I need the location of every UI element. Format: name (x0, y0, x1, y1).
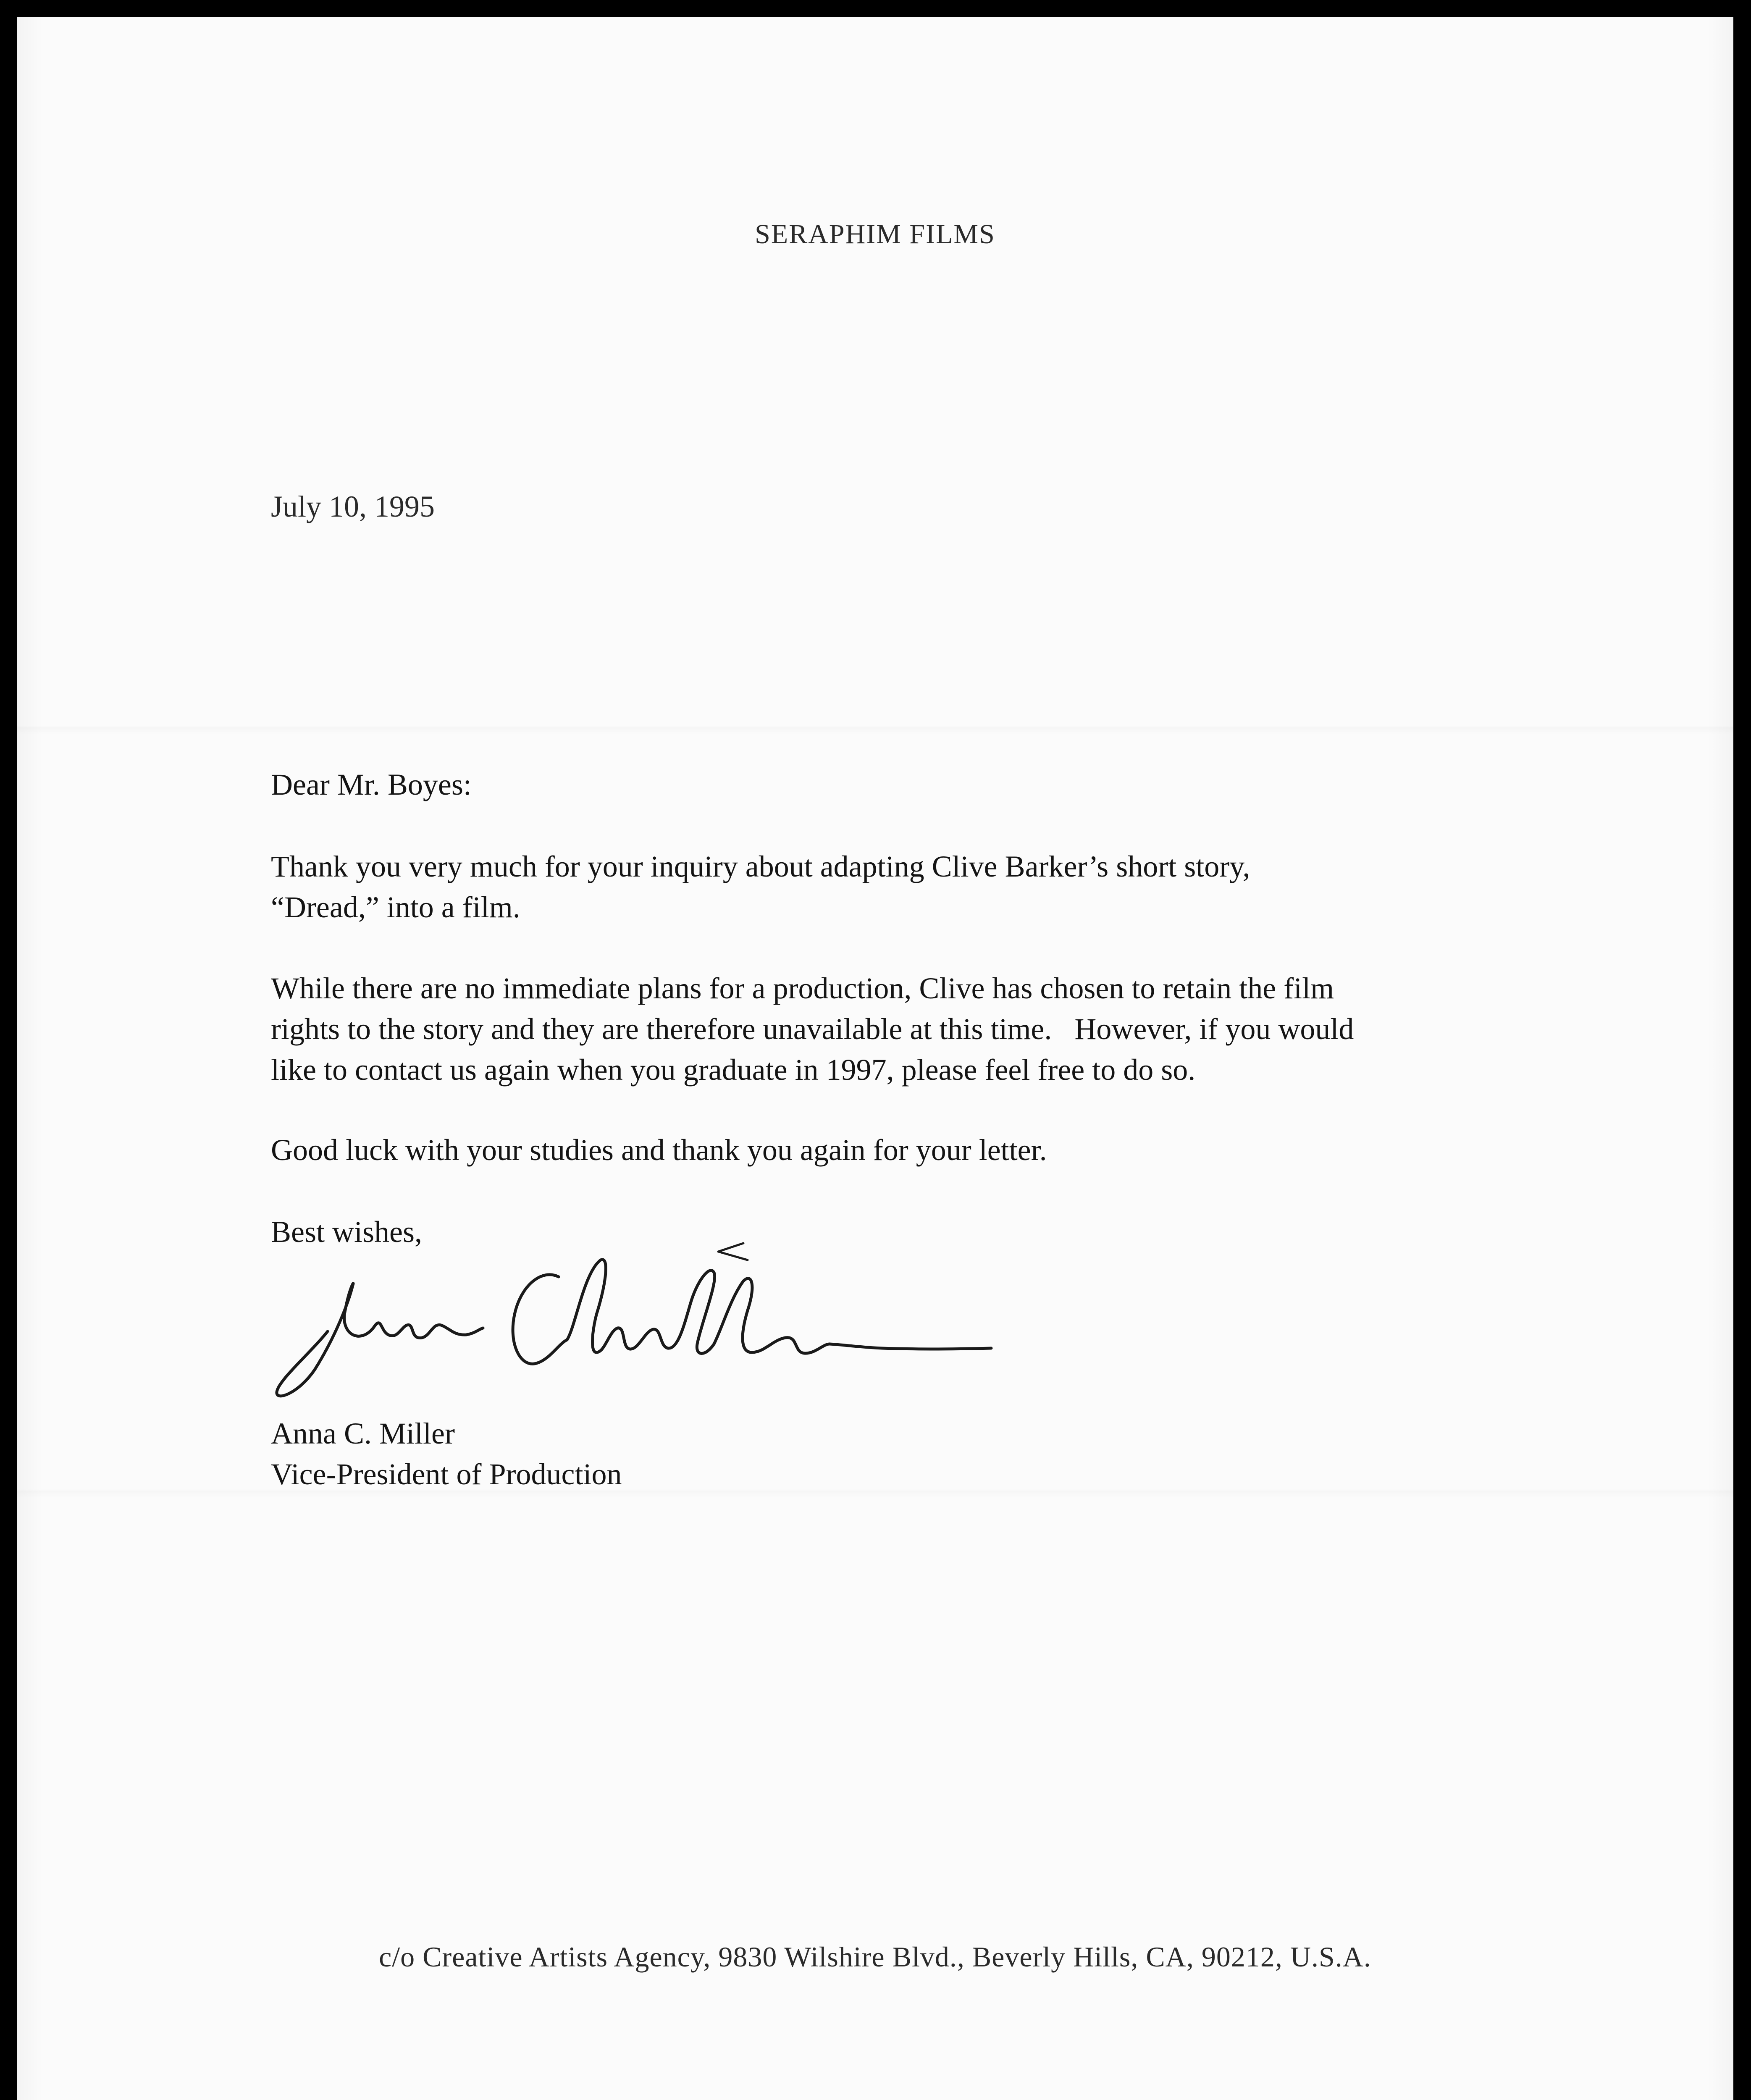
signer-title: Vice-President of Production (271, 1457, 622, 1491)
letterhead: SERAPHIM FILMS (755, 219, 995, 249)
paragraph-good-luck (271, 1130, 1573, 1171)
closing: Best wishes, (271, 1215, 422, 1249)
footer-address: c/o Creative Artists Agency, 9830 Wilshire Blvd., Beverly Hills, CA, 90212, U.S.A. (379, 1941, 1371, 1973)
paragraph-inquiry (271, 846, 1573, 928)
signer-name: Anna C. Miller (271, 1417, 455, 1450)
paragraph-line: Good luck with your studies and thank you again for your letter. (271, 1133, 1047, 1167)
paragraph-line: rights to the story and they are therefore unavailable at this time. However, if you would (271, 1012, 1354, 1046)
letter-date: July 10, 1995 (271, 490, 435, 523)
letter-page (17, 17, 1733, 2100)
paragraph-line: “Dread,” into a film. (271, 890, 520, 924)
handwritten-signature (265, 1218, 1000, 1411)
salutation: Dear Mr. Boyes: (271, 768, 472, 801)
paragraph-line: Thank you very much for your inquiry about adapting Clive Barker’s short story, (271, 850, 1250, 883)
paragraph-line: like to contact us again when you graduate in 1997, please feel free to do so. (271, 1053, 1196, 1087)
paragraph-rights (271, 968, 1573, 1090)
paragraph-line: While there are no immediate plans for a production, Clive has chosen to retain the film (271, 971, 1334, 1005)
